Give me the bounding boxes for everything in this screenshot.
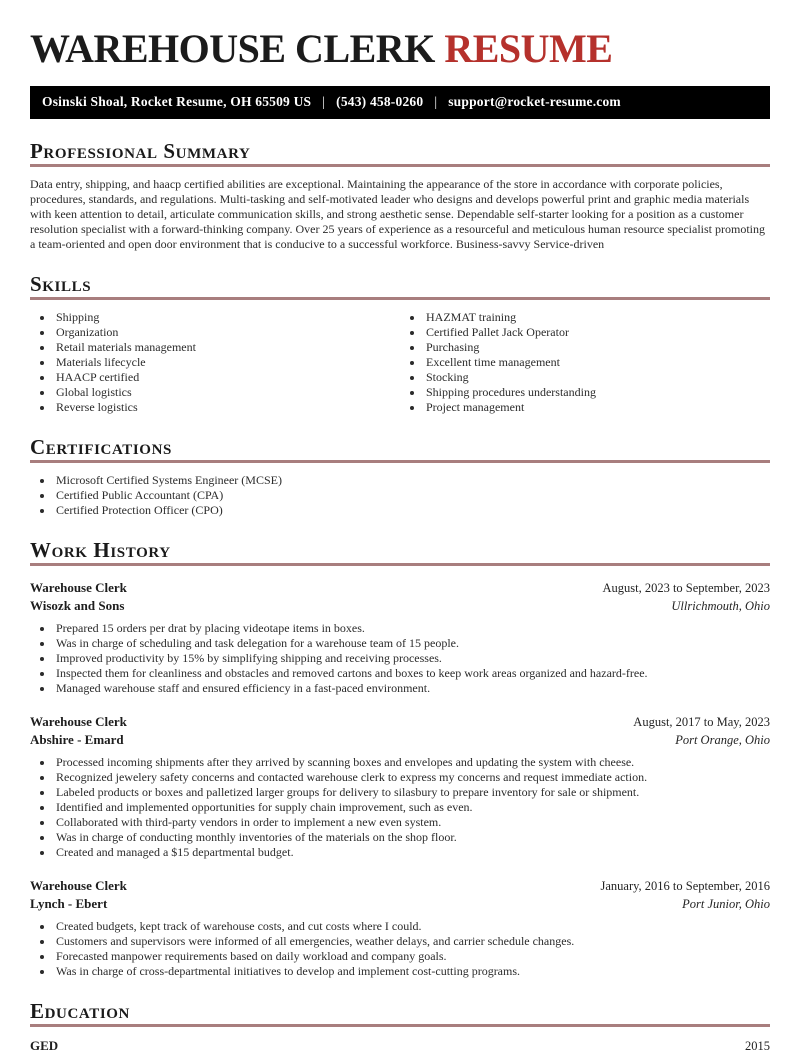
section-heading-education: Education: [30, 999, 130, 1023]
job-bullet: • Managed warehouse staff and ensured efficiency in a fast-paced environment.: [54, 681, 770, 696]
job-entry: [30, 713, 770, 860]
resume-page: [0, 26, 800, 1061]
skill-item: • Shipping: [54, 310, 400, 325]
skill-item: • Purchasing: [424, 340, 770, 355]
skills-list-right: [400, 310, 770, 415]
section-divider: [30, 1024, 770, 1027]
education-degree: GED: [30, 1038, 59, 1053]
job-bullet: • Prepared 15 orders per drat by placing videotape items in boxes.: [54, 621, 770, 636]
job-header-row: [30, 579, 770, 597]
job-bullet: • Was in charge of cross-departmental initiatives to develop and implement cost-cutting programs.: [54, 964, 770, 979]
contact-bar: [30, 86, 770, 119]
job-dates: August, 2017 to May, 2023: [633, 715, 770, 729]
job-entry: [30, 579, 770, 696]
job-company: Wisozk and Sons: [30, 598, 125, 613]
education-year: 2015: [745, 1039, 770, 1053]
resume-title-main: WAREHOUSE CLERK: [30, 26, 445, 71]
job-company: Lynch - Ebert: [30, 896, 108, 911]
job-bullet: • Forecasted manpower requirements based on daily workload and company goals.: [54, 949, 770, 964]
job-bullet: • Was in charge of scheduling and task delegation for a warehouse team of 15 people.: [54, 636, 770, 651]
skill-item: • HAZMAT training: [424, 310, 770, 325]
certification-item: • Certified Public Accountant (CPA): [54, 488, 770, 503]
section-heading-skills: Skills: [30, 272, 92, 296]
section-heading-summary: Professional Summary: [30, 139, 251, 163]
job-location: Port Junior, Ohio: [682, 897, 770, 911]
job-bullet-list: [30, 755, 770, 860]
job-title: Warehouse Clerk: [30, 878, 127, 893]
section-heading-work-history: Work History: [30, 538, 171, 562]
resume-title-accent: RESUME: [444, 26, 613, 71]
job-bullet: • Collaborated with third-party vendors in order to implement a new even system.: [54, 815, 770, 830]
contact-phone: (543) 458-0260: [336, 94, 424, 109]
job-subheader-row: [30, 895, 770, 913]
skills-list-left: [30, 310, 400, 415]
job-bullet-list: [30, 919, 770, 979]
job-header-row: [30, 877, 770, 895]
job-bullet: • Customers and supervisors were informed of all emergencies, weather delays, and carrier schedule changes.: [54, 934, 770, 949]
job-location: Ullrichmouth, Ohio: [671, 599, 770, 613]
skill-item: • Excellent time management: [424, 355, 770, 370]
job-bullet: • Recognized jewelery safety concerns and contacted warehouse clerk to express my concerns and request immediate action.: [54, 770, 770, 785]
skill-item: • HAACP certified: [54, 370, 400, 385]
contact-separator: |: [434, 94, 438, 109]
skills-columns: [30, 300, 770, 415]
job-bullet: • Created budgets, kept track of warehouse costs, and cut costs where I could.: [54, 919, 770, 934]
job-bullet: • Was in charge of conducting monthly inventories of the materials on the shop floor.: [54, 830, 770, 845]
job-header-row: [30, 713, 770, 731]
contact-address: Osinski Shoal, Rocket Resume, OH 65509 US: [42, 94, 312, 109]
job-company: Abshire - Emard: [30, 732, 124, 747]
contact-separator: |: [322, 94, 326, 109]
certifications-list: [30, 473, 770, 518]
job-subheader-row: [30, 731, 770, 749]
skill-item: • Reverse logistics: [54, 400, 400, 415]
section-divider: [30, 563, 770, 566]
skill-item: • Organization: [54, 325, 400, 340]
skill-item: • Materials lifecycle: [54, 355, 400, 370]
certification-item: • Certified Protection Officer (CPO): [54, 503, 770, 518]
job-bullet-list: [30, 621, 770, 696]
skills-column-right: [400, 300, 770, 415]
job-title: Warehouse Clerk: [30, 714, 127, 729]
section-heading-certifications: Certifications: [30, 435, 172, 459]
skill-item: • Project management: [424, 400, 770, 415]
education-entry: [30, 1037, 770, 1055]
job-bullet: • Inspected them for cleanliness and obstacles and removed cartons and boxes to keep work areas organized and hazard-free.: [54, 666, 770, 681]
job-entry: [30, 877, 770, 979]
section-divider: [30, 460, 770, 463]
job-bullet: • Improved productivity by 15% by simplifying shipping and receiving processes.: [54, 651, 770, 666]
section-divider: [30, 164, 770, 167]
job-bullet: • Created and managed a $15 departmental budget.: [54, 845, 770, 860]
skill-item: • Shipping procedures understanding: [424, 385, 770, 400]
skill-item: • Retail materials management: [54, 340, 400, 355]
skill-item: • Certified Pallet Jack Operator: [424, 325, 770, 340]
summary-text: Data entry, shipping, and haacp certified abilities are exceptional. Maintaining the appearance of the store in accordance with corporate policies, procedures, standards, and regulations. Multi-tasking and self-motivated leader who designs and develops powerful print and graphic media materials with keen attention to detail, articulate communication skills, and strong aesthetic sense. Dependable self-starter looking for a position as a customer resolution specialist with a forward-thinking company. Over 25 years of experience as a resourceful and meticulous human resource specialist promoting a team-oriented and open door environment that is conducive to a successful workforce. Business-savvy Service-driven: [30, 177, 765, 251]
contact-email: support@rocket-resume.com: [448, 94, 621, 109]
job-title: Warehouse Clerk: [30, 580, 127, 595]
skill-item: • Global logistics: [54, 385, 400, 400]
job-location: Port Orange, Ohio: [675, 733, 770, 747]
skills-column-left: [30, 300, 400, 415]
skill-item: • Stocking: [424, 370, 770, 385]
job-subheader-row: [30, 597, 770, 615]
job-bullet: • Processed incoming shipments after they arrived by scanning boxes and envelopes and updating the system with cheese.: [54, 755, 770, 770]
job-bullet: • Identified and implemented opportunities for supply chain improvement, such as even.: [54, 800, 770, 815]
job-dates: August, 2023 to September, 2023: [602, 581, 770, 595]
job-dates: January, 2016 to September, 2016: [600, 879, 770, 893]
resume-title: [30, 26, 770, 72]
certification-item: • Microsoft Certified Systems Engineer (MCSE): [54, 473, 770, 488]
job-bullet: • Labeled products or boxes and palletized larger groups for delivery to silasbury to prepare inventory for sale or shipment.: [54, 785, 770, 800]
